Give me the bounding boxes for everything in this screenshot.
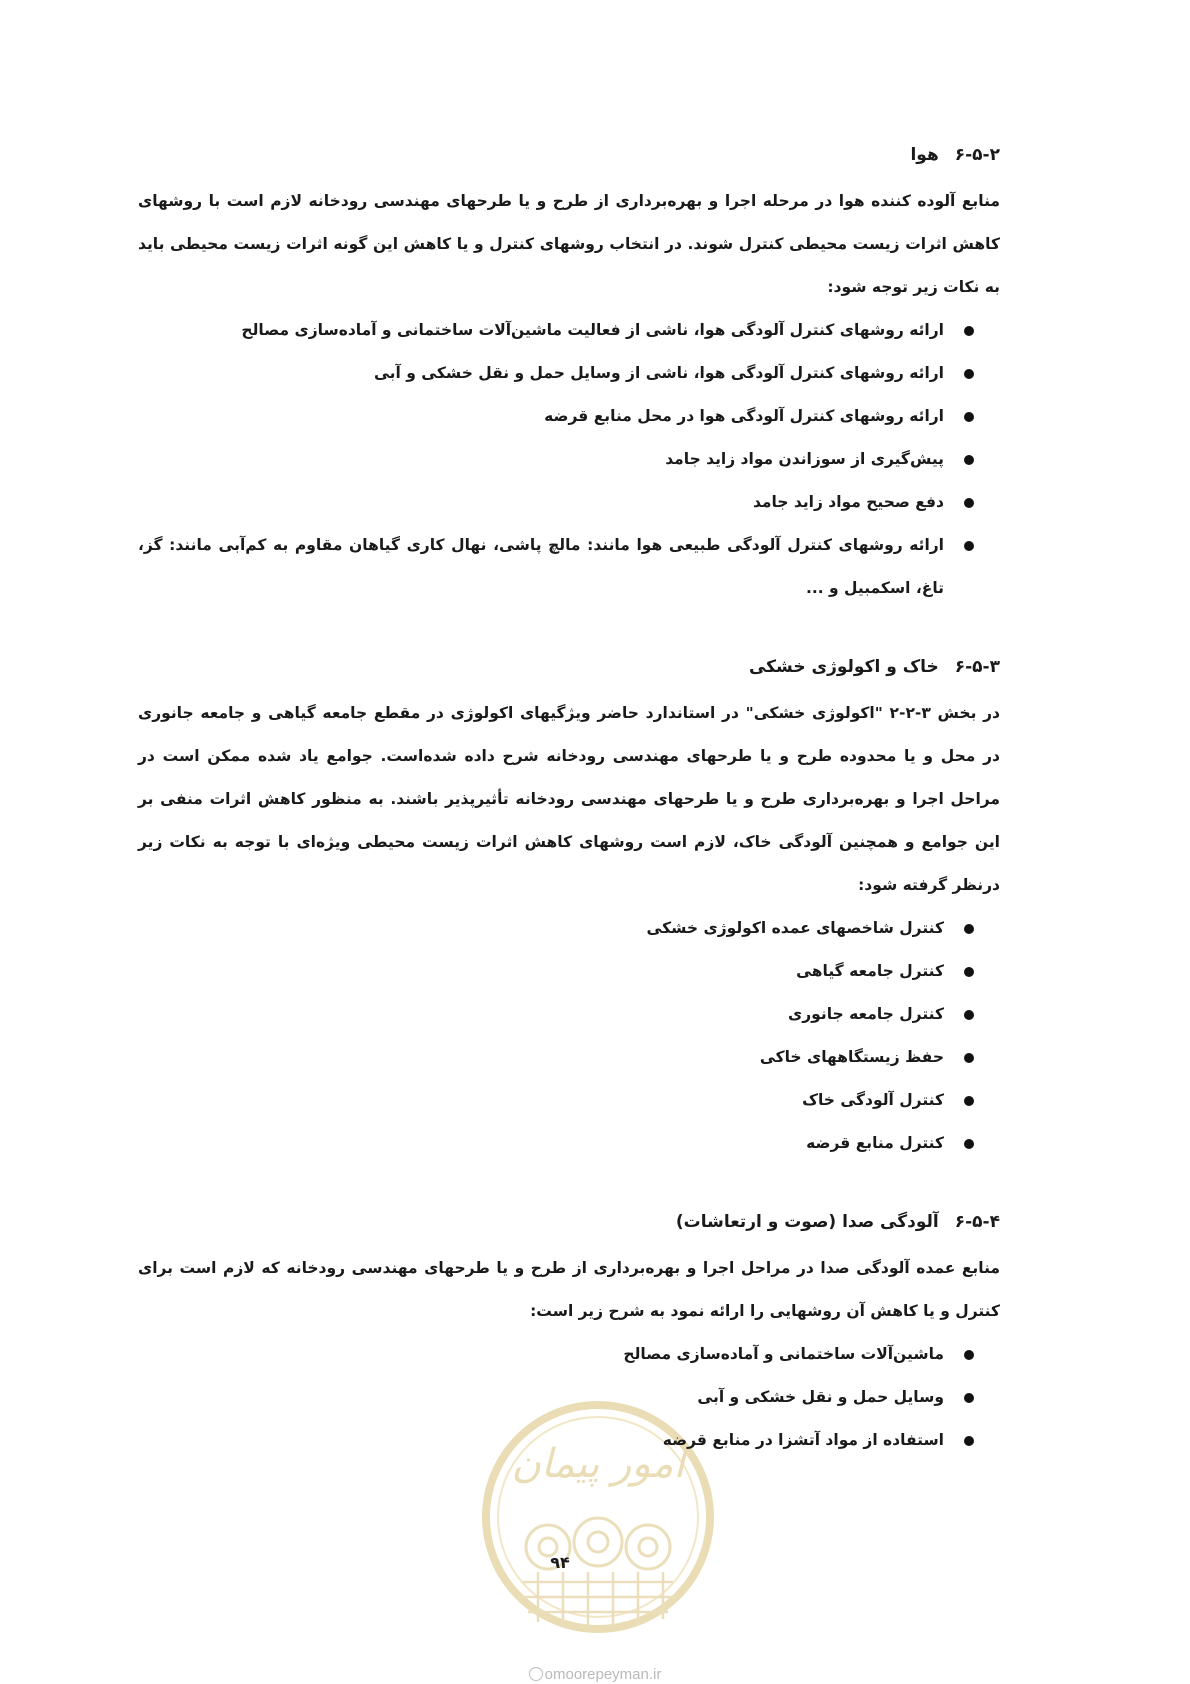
list-item: ارائه روشهای کنترل آلودگی هوا، ناشی از فعالیت ماشین‌آلات ساختمانی و آماده‌سازی مصالح	[138, 309, 978, 352]
footer-url-text: omoorepeyman.ir	[544, 1666, 662, 1683]
section-number: ۶-۵-۴	[954, 1212, 1000, 1232]
list-item: کنترل آلودگی خاک	[138, 1079, 978, 1122]
globe-icon	[529, 1667, 543, 1681]
list-item: کنترل جامعه جانوری	[138, 993, 978, 1036]
bullet-list	[138, 309, 1000, 610]
section-number: ۶-۵-۲	[954, 145, 1000, 165]
list-item: پیش‌گیری از سوزاندن مواد زاید جامد	[138, 438, 978, 481]
section-heading	[138, 142, 1000, 168]
section-soil-ecology	[138, 654, 1000, 1165]
watermark-text: امور پیمان	[511, 1441, 685, 1487]
bullet-icon	[964, 498, 974, 508]
bullet-icon	[964, 924, 974, 934]
list-item: وسایل حمل و نقل خشکی و آبی	[138, 1376, 978, 1419]
list-item: کنترل شاخصهای عمده اکولوژی خشکی	[138, 907, 978, 950]
bullet-list	[138, 1333, 1000, 1462]
list-item: ارائه روشهای کنترل آلودگی هوا، ناشی از وسایل حمل و نقل خشکی و آبی	[138, 352, 978, 395]
bullet-icon	[964, 455, 974, 465]
list-item: ارائه روشهای کنترل آلودگی هوا در محل منابع قرضه	[138, 395, 978, 438]
bullet-icon	[964, 326, 974, 336]
bullet-icon	[964, 1393, 974, 1403]
list-item: حفظ زیستگاههای خاکی	[138, 1036, 978, 1079]
bullet-list	[138, 907, 1000, 1165]
bullet-icon	[964, 967, 974, 977]
list-item: ماشین‌آلات ساختمانی و آماده‌سازی مصالح	[138, 1333, 978, 1376]
section-air	[138, 142, 1000, 610]
list-item: دفع صحیح مواد زاید جامد	[138, 481, 978, 524]
section-title: خاک و اکولوژی خشکی	[748, 657, 939, 677]
section-paragraph: منابع آلوده کننده هوا در مرحله اجرا و بهره‌برداری از طرح و یا طرحهای مهندسی رودخانه لازم است با روشهای کاهش اثرات زیست محیطی کنترل شوند. در انتخاب روشهای کنترل و یا کاهش این گونه اثرات زیست محیطی باید به نکات زیر توجه شود:	[138, 192, 1000, 296]
bullet-icon	[964, 1350, 974, 1360]
footer-url[interactable]	[0, 1666, 1190, 1683]
section-number: ۶-۵-۳	[954, 657, 1000, 677]
section-title: هوا	[910, 145, 939, 165]
bullet-icon	[964, 541, 974, 551]
main-content	[138, 142, 1000, 1462]
bullet-icon	[964, 412, 974, 422]
bullet-icon	[964, 1139, 974, 1149]
section-noise-pollution	[138, 1209, 1000, 1462]
section-heading	[138, 1209, 1000, 1235]
section-paragraph: منابع عمده آلودگی صدا در مراحل اجرا و بهره‌برداری از طرح و یا طرحهای مهندسی رودخانه که لازم است برای کنترل و یا کاهش آن روشهایی را ارائه نمود به شرح زیر است:	[138, 1259, 1000, 1320]
bullet-icon	[964, 369, 974, 379]
bullet-icon	[964, 1436, 974, 1446]
page-number: ۹۴	[550, 1553, 570, 1572]
list-item: کنترل جامعه گیاهی	[138, 950, 978, 993]
bullet-icon	[964, 1010, 974, 1020]
section-heading	[138, 654, 1000, 680]
list-item: کنترل منابع قرضه	[138, 1122, 978, 1165]
section-paragraph: در بخش ۳-۲-۲ "اکولوژی خشکی" در استاندارد حاضر ویژگیهای اکولوژی در مقطع جامعه گیاهی و جامعه جانوری در محل و یا محدوده طرح و یا طرحهای مهندسی رودخانه شرح داده شده‌است. جوامع یاد شده ممکن است در مراحل اجرا و بهره‌برداری طرح و یا طرحهای مهندسی رودخانه تأثیرپذیر باشند. به منظور کاهش اثرات منفی بر این جوامع و همچنین آلودگی خاک، لازم است روشهای کاهش اثرات زیست محیطی ویژه‌ای با توجه به نکات زیر درنظر گرفته شود:	[138, 704, 1000, 894]
list-item: استفاده از مواد آتشزا در منابع قرضه	[138, 1419, 978, 1462]
bullet-icon	[964, 1096, 974, 1106]
bullet-icon	[964, 1053, 974, 1063]
section-title: آلودگی صدا (صوت و ارتعاشات)	[675, 1212, 939, 1232]
list-item: ارائه روشهای کنترل آلودگی طبیعی هوا مانند: مالچ پاشی، نهال کاری گیاهان مقاوم به کم‌آبی مانند: گز، تاغ، اسکمبیل و ...	[138, 524, 978, 610]
